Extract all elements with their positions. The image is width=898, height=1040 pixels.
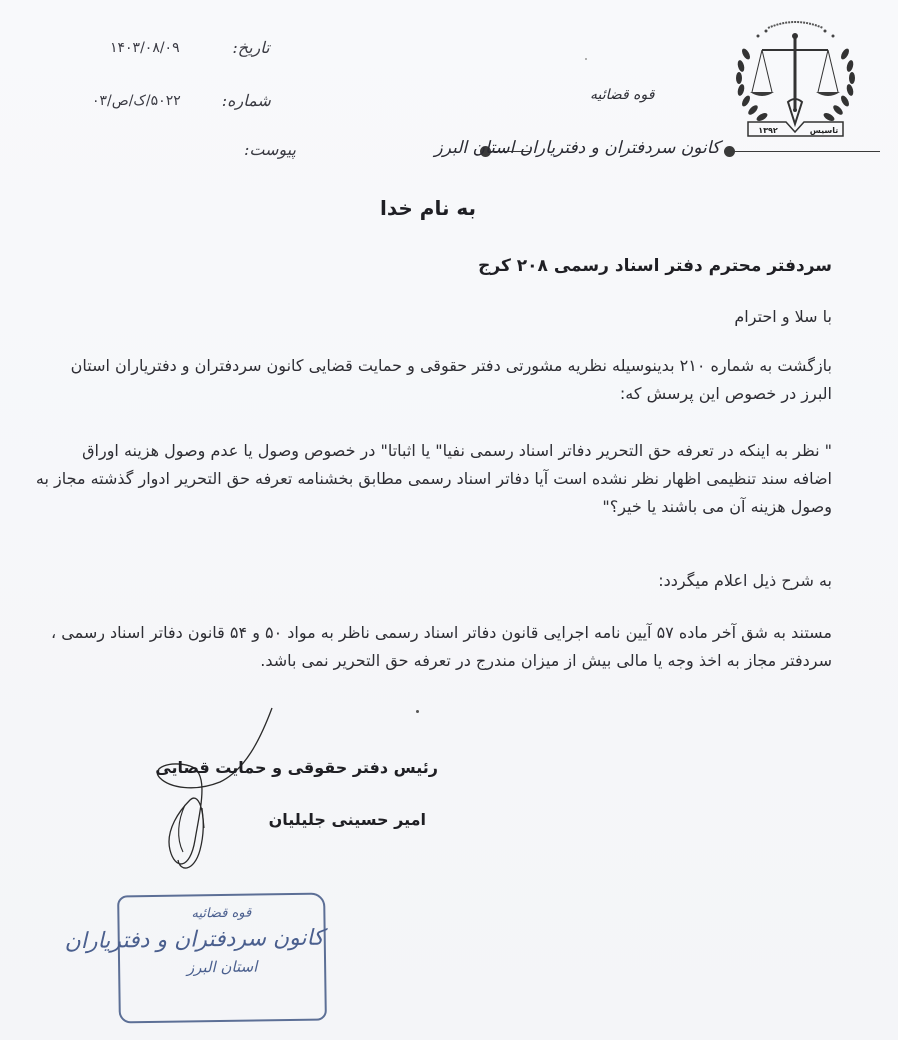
attachment-label: پیوست: bbox=[243, 140, 296, 159]
addressee: سردفتر محترم دفتر اسناد رسمی ۲۰۸ کرج bbox=[478, 256, 832, 276]
org-parent: قوه قضائیه bbox=[590, 87, 655, 103]
org-header-line bbox=[434, 138, 880, 162]
paragraph-line: بازگشت به شماره ۲۱۰ بدینوسیله نظریه مشورتی دفتر حقوقی و حمایت قضایی کانون سردفتران و دفتریاران استان bbox=[70, 356, 832, 375]
number-label: شماره: bbox=[221, 91, 271, 110]
paragraph-line: وصول هزینه آن می باشند یا خیر؟" bbox=[602, 497, 832, 516]
paragraph-line: اضافه سند تنظیمی اظهار نظر نشده است آیا دفاتر اسناد رسمی مطابق بخشنامه تعرفه حق التحریر ادوار گذشته مجاز به bbox=[35, 469, 832, 488]
number-row bbox=[92, 91, 271, 110]
organization-logo bbox=[728, 14, 863, 139]
number-value: ۵۰۲۲/ک/ص/۰۳ bbox=[92, 92, 181, 109]
org-name: کانون سردفتران و دفتریاران استان البرز bbox=[434, 138, 720, 158]
handwritten-signature bbox=[150, 700, 380, 880]
paragraph-question bbox=[35, 437, 832, 521]
svg-text:۱۳۹۲: ۱۳۹۲ bbox=[758, 126, 778, 135]
date-label: تاریخ: bbox=[232, 38, 270, 57]
stamp-line-2: کانون سردفتران و دفتریاران bbox=[64, 925, 324, 955]
stamp-line-3: استان البرز bbox=[186, 957, 258, 977]
ink-speck bbox=[416, 710, 419, 713]
svg-text:تاسیس: تاسیس bbox=[809, 126, 839, 135]
bullet-dot-right bbox=[724, 146, 735, 157]
official-stamp bbox=[64, 893, 327, 1024]
paragraph-intro bbox=[62, 352, 832, 408]
attachment-row bbox=[206, 140, 296, 159]
signatory-name: امیر حسینی جلیلیان bbox=[268, 810, 426, 829]
stamp-line-1: قوه قضائیه bbox=[191, 905, 252, 922]
page-title: به نام خدا bbox=[380, 196, 477, 220]
paragraph-line: البرز در خصوص این پرسش که: bbox=[619, 384, 832, 403]
paragraph-answer bbox=[52, 619, 832, 675]
paragraph-line: سردفتر مجاز به اخذ وجه یا مالی بیش از میزان مندرج در تعرفه حق التحریر نمی باشد. bbox=[260, 651, 832, 670]
greeting: با سلا و احترام bbox=[734, 307, 832, 326]
date-row bbox=[110, 38, 270, 57]
paragraph-line: " نظر به اینکه در تعرفه حق التحریر دفاتر اسناد رسمی نفیا" یا اثباتا" در خصوص وصول یا عدم وصول هزینه اوراق bbox=[82, 441, 832, 460]
date-value: ۱۴۰۳/۰۸/۰۹ bbox=[110, 39, 180, 56]
signatory-title: رئیس دفتر حقوقی و حمایت قضایی bbox=[155, 758, 438, 777]
rule-right bbox=[735, 151, 880, 152]
ink-speck bbox=[585, 58, 587, 60]
paragraph-announcement: به شرح ذیل اعلام میگردد: bbox=[658, 571, 832, 590]
scales-of-justice-icon bbox=[728, 14, 863, 139]
paragraph-line: مستند به شق آخر ماده ۵۷ آیین نامه اجرایی قانون دفاتر اسناد رسمی ناظر به مواد ۵۰ و ۵۴ قانون دفاتر اسناد رسمی ، bbox=[51, 623, 832, 642]
